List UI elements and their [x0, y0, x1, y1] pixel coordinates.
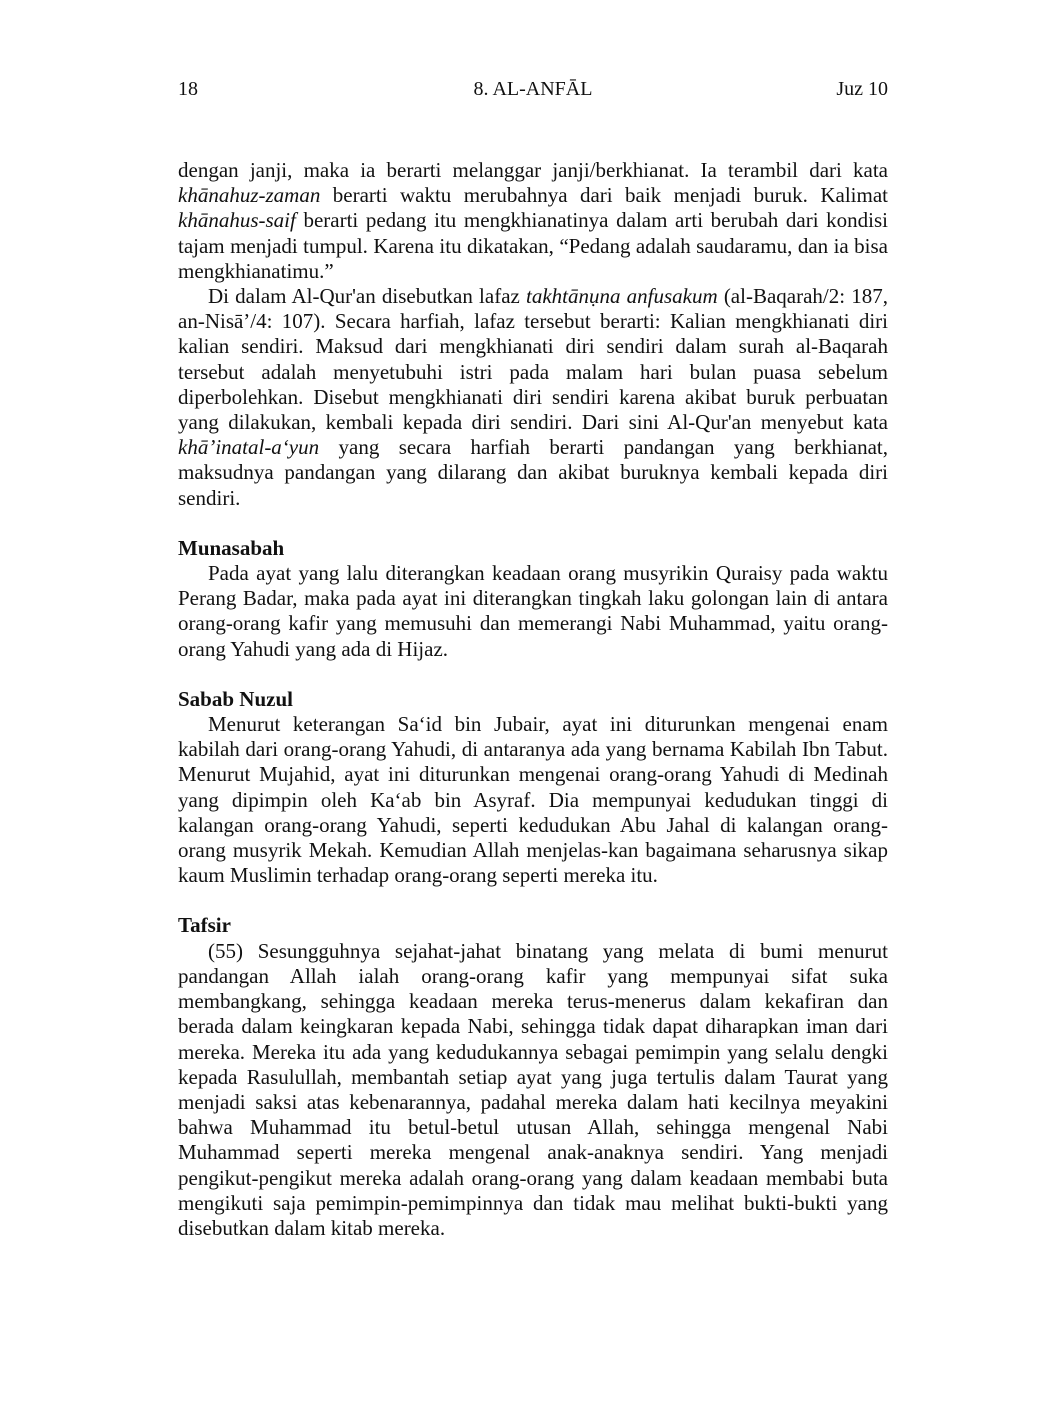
juz-label: Juz 10 [836, 78, 888, 100]
intro-paragraph-2 [178, 284, 888, 511]
tafsir-heading: Tafsir [178, 913, 231, 938]
text-run: Di dalam Al-Qur'an disebutkan lafaz [208, 284, 526, 309]
page-header [178, 76, 888, 102]
munasabah-paragraph: Pada ayat yang lalu diterangkan keadaan orang musyrikin Quraisy pada waktu Perang Badar, maka pada ayat ini diterangkan tingkah laku golongan lain di antara orang-orang kafir yang memusuhi dan memerangi Nabi Muhammad, yaitu orang-orang Yahudi yang ada di Hijaz. [178, 561, 888, 661]
chapter-title: 8. AL-ANFĀL [473, 78, 593, 100]
text-run: berarti waktu merubahnya dari baik menjadi buruk. Kalimat [320, 183, 888, 208]
text-run: yang secara harfiah berarti pandangan yang berkhianat, maksudnya pandangan yang dilarang dan akibat buruknya kembali kepada diri sendiri. [178, 435, 888, 510]
text-run: berarti pedang itu mengkhianatinya dalam arti berubah dari kondisi tajam menjadi tumpul. Karena itu dikatakan, “Pedang adalah saudaramu, dan ia bisa mengkhianatimu.” [178, 208, 888, 283]
intro-paragraph-1 [178, 158, 888, 284]
page-body [178, 158, 888, 1241]
sabab-nuzul-paragraph: Menurut keterangan Sa‘id bin Jubair, ayat ini diturunkan mengenai enam kabilah dari orang-orang Yahudi, di antaranya ada yang bernama Kabilah Ibn Tabut. Menurut Mujahid, ayat ini diturunkan mengenai orang-orang Yahudi di Medinah yang dipimpin oleh Ka‘ab bin Asyraf. Dia mempunyai kedudukan tinggi di kalangan orang-orang Yahudi, seperti kedudukan Abu Jahal di kalangan orang-orang musyrik Mekah. Kemudian Allah menjelas-kan bagaimana seharusnya sikap kaum Muslimin terhadap orang-orang seperti mereka itu. [178, 712, 888, 888]
page-number: 18 [178, 78, 198, 100]
text-run: (al-Baqarah/2: 187, an-Nisā’/4: 107). Secara harfiah, lafaz tersebut berarti: Kalian mengkhianati diri kalian sendiri. Maksud dari mengkhianati diri sendiri dalam surah al-Baqarah tersebut adalah menyetubuhi istri pada malam hari bulan puasa sebelum diperbolehkan. Disebut mengkhianati diri sendiri karena akibat buruk perbuatan yang dilakukan, kembali kepada diri sendiri. Dari sini Al-Qur'an menyebut kata [178, 284, 889, 435]
munasabah-heading: Munasabah [178, 535, 285, 560]
sabab-nuzul-heading: Sabab Nuzul [178, 686, 293, 711]
arabic-term: khā’inatal-a‘yun [178, 435, 320, 460]
arabic-term: takhtānụna anfusakum [526, 284, 718, 309]
arabic-term: khānahuz-zaman [178, 183, 321, 208]
text-run: dengan janji, maka ia berarti melanggar janji/berkhianat. Ia terambil dari kata [178, 158, 888, 182]
arabic-term: khānahus-saif [178, 208, 296, 233]
tafsir-paragraph: (55) Sesungguhnya sejahat-jahat binatang yang melata di bumi menurut pandangan Allah ialah orang-orang kafir yang mempunyai sifat suka membangkang, sehingga keadaan mereka terus-menerus dalam kekafiran dan berada dalam keingkaran kepada Nabi, sehingga tidak dapat diharapkan iman dari mereka. Mereka itu ada yang kedudukannya sebagai pemimpin yang selalu dengki kepada Rasulullah, membantah setiap ayat yang juga tertulis dalam Taurat yang menjadi saksi atas kebenarannya, padahal mereka dalam hati kecilnya meyakini bahwa Muhammad itu betul-betul utusan Allah, sehingga mengenal Nabi Muhammad seperti mereka mengenal anak-anaknya sendiri. Yang menjadi pengikut-pengikut mereka adalah orang-orang yang dalam keadaan membabi buta mengikuti saja pemimpin-pemimpinnya dan tidak mau melihat bukti-bukti yang disebutkan dalam kitab mereka. [178, 938, 888, 1240]
